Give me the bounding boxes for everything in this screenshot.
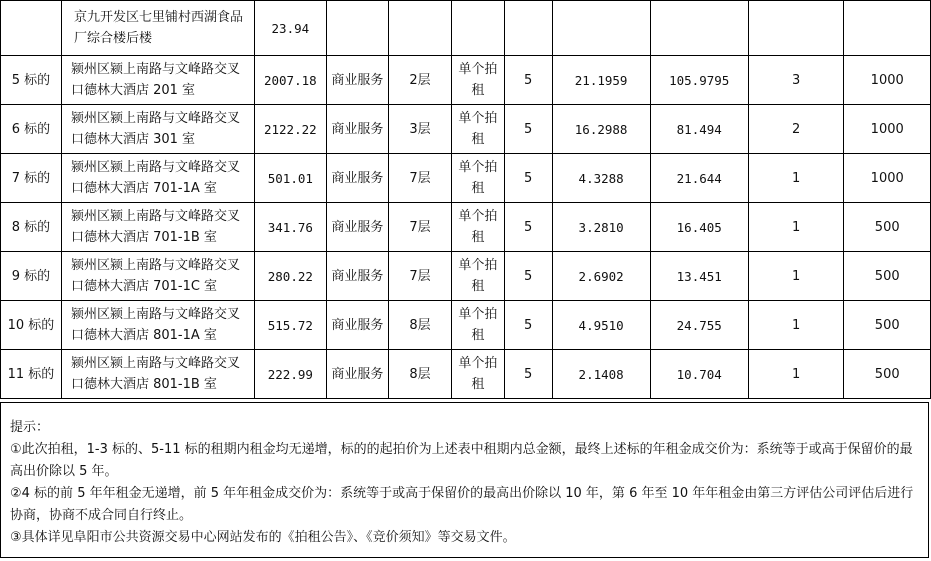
use-cell: 商业服务: [326, 203, 388, 252]
increment-cell: [748, 1, 844, 56]
increment-cell: 2: [748, 105, 844, 154]
area-cell: 2007.18: [254, 56, 326, 105]
table-row: [1, 350, 931, 399]
years-cell: 5: [504, 203, 552, 252]
years-cell: 5: [504, 301, 552, 350]
method-cell: 单个拍租: [452, 252, 504, 301]
floor-cell: 2层: [388, 56, 452, 105]
lot-cell: 8 标的: [1, 203, 62, 252]
annual-cell: 4.3288: [552, 154, 650, 203]
address-cell: 京九开发区七里铺村西湖食品厂综合楼后楼: [61, 1, 254, 56]
note-item-2: ②4 标的前 5 年年租金无递增，前 5 年年租金成交价为：系统等于或高于保留价的最高出价除以 10 年，第 6 年至 10 年年租金由第三方评估公司评估后进行协商，协商不成合同自行终止。: [10, 486, 914, 523]
deposit-cell: 1000: [844, 105, 931, 154]
method-cell: [452, 1, 504, 56]
area-cell: 515.72: [254, 301, 326, 350]
years-cell: 5: [504, 105, 552, 154]
use-cell: [326, 1, 388, 56]
floor-cell: 7层: [388, 252, 452, 301]
total-cell: 13.451: [650, 252, 748, 301]
deposit-cell: 500: [844, 252, 931, 301]
lot-cell: 6 标的: [1, 105, 62, 154]
table-row: [1, 1, 931, 56]
use-cell: 商业服务: [326, 105, 388, 154]
total-cell: 81.494: [650, 105, 748, 154]
method-cell: 单个拍租: [452, 105, 504, 154]
use-cell: 商业服务: [326, 56, 388, 105]
increment-cell: 1: [748, 154, 844, 203]
floor-cell: [388, 1, 452, 56]
increment-cell: 1: [748, 301, 844, 350]
table-row: [1, 105, 931, 154]
floor-cell: 8层: [388, 301, 452, 350]
annual-cell: 16.2988: [552, 105, 650, 154]
years-cell: [504, 1, 552, 56]
floor-cell: 7层: [388, 203, 452, 252]
lot-cell: 7 标的: [1, 154, 62, 203]
total-cell: 16.405: [650, 203, 748, 252]
deposit-cell: 500: [844, 301, 931, 350]
address-cell: 颍州区颍上南路与文峰路交叉口德林大酒店 701-1A 室: [61, 154, 254, 203]
years-cell: 5: [504, 350, 552, 399]
increment-cell: 1: [748, 203, 844, 252]
notes-box: [0, 402, 929, 558]
years-cell: 5: [504, 252, 552, 301]
total-cell: 24.755: [650, 301, 748, 350]
floor-cell: 3层: [388, 105, 452, 154]
annual-cell: 2.6902: [552, 252, 650, 301]
area-cell: 501.01: [254, 154, 326, 203]
annual-cell: 4.9510: [552, 301, 650, 350]
increment-cell: 1: [748, 350, 844, 399]
lot-cell: 9 标的: [1, 252, 62, 301]
deposit-cell: 1000: [844, 154, 931, 203]
use-cell: 商业服务: [326, 154, 388, 203]
deposit-cell: 500: [844, 203, 931, 252]
annual-cell: [552, 1, 650, 56]
address-cell: 颍州区颍上南路与文峰路交叉口德林大酒店 701-1B 室: [61, 203, 254, 252]
area-cell: 23.94: [254, 1, 326, 56]
area-cell: 341.76: [254, 203, 326, 252]
area-cell: 2122.22: [254, 105, 326, 154]
total-cell: 105.9795: [650, 56, 748, 105]
method-cell: 单个拍租: [452, 203, 504, 252]
address-cell: 颍州区颍上南路与文峰路交叉口德林大酒店 801-1B 室: [61, 350, 254, 399]
address-cell: 颍州区颍上南路与文峰路交叉口德林大酒店 801-1A 室: [61, 301, 254, 350]
method-cell: 单个拍租: [452, 301, 504, 350]
table-row: [1, 154, 931, 203]
note-item-3: ③具体详见阜阳市公共资源交易中心网站发布的《拍租公告》、《竞价须知》等交易文件。: [10, 530, 516, 545]
lot-cell: 10 标的: [1, 301, 62, 350]
years-cell: 5: [504, 154, 552, 203]
notes-title: 提示：: [10, 420, 50, 435]
annual-cell: 21.1959: [552, 56, 650, 105]
floor-cell: 8层: [388, 350, 452, 399]
floor-cell: 7层: [388, 154, 452, 203]
area-cell: 222.99: [254, 350, 326, 399]
address-cell: 颍州区颍上南路与文峰路交叉口德林大酒店 701-1C 室: [61, 252, 254, 301]
table-row: [1, 203, 931, 252]
note-item-1: ①此次拍租，1-3 标的、5-11 标的租期内租金均无递增，标的的起拍价为上述表中租期内总金额，最终上述标的年租金成交价为：系统等于或高于保留价的最高出价除以 5 年。: [10, 442, 913, 479]
total-cell: [650, 1, 748, 56]
method-cell: 单个拍租: [452, 56, 504, 105]
address-cell: 颍州区颍上南路与文峰路交叉口德林大酒店 301 室: [61, 105, 254, 154]
deposit-cell: 1000: [844, 56, 931, 105]
lot-cell: 5 标的: [1, 56, 62, 105]
annual-cell: 2.1408: [552, 350, 650, 399]
method-cell: 单个拍租: [452, 154, 504, 203]
total-cell: 21.644: [650, 154, 748, 203]
increment-cell: 1: [748, 252, 844, 301]
address-cell: 颍州区颍上南路与文峰路交叉口德林大酒店 201 室: [61, 56, 254, 105]
table-row: [1, 252, 931, 301]
years-cell: 5: [504, 56, 552, 105]
use-cell: 商业服务: [326, 301, 388, 350]
deposit-cell: [844, 1, 931, 56]
use-cell: 商业服务: [326, 350, 388, 399]
lot-cell: 11 标的: [1, 350, 62, 399]
method-cell: 单个拍租: [452, 350, 504, 399]
lot-cell: [1, 1, 62, 56]
table-row: [1, 301, 931, 350]
increment-cell: 3: [748, 56, 844, 105]
area-cell: 280.22: [254, 252, 326, 301]
deposit-cell: 500: [844, 350, 931, 399]
table-row: [1, 56, 931, 105]
use-cell: 商业服务: [326, 252, 388, 301]
total-cell: 10.704: [650, 350, 748, 399]
annual-cell: 3.2810: [552, 203, 650, 252]
